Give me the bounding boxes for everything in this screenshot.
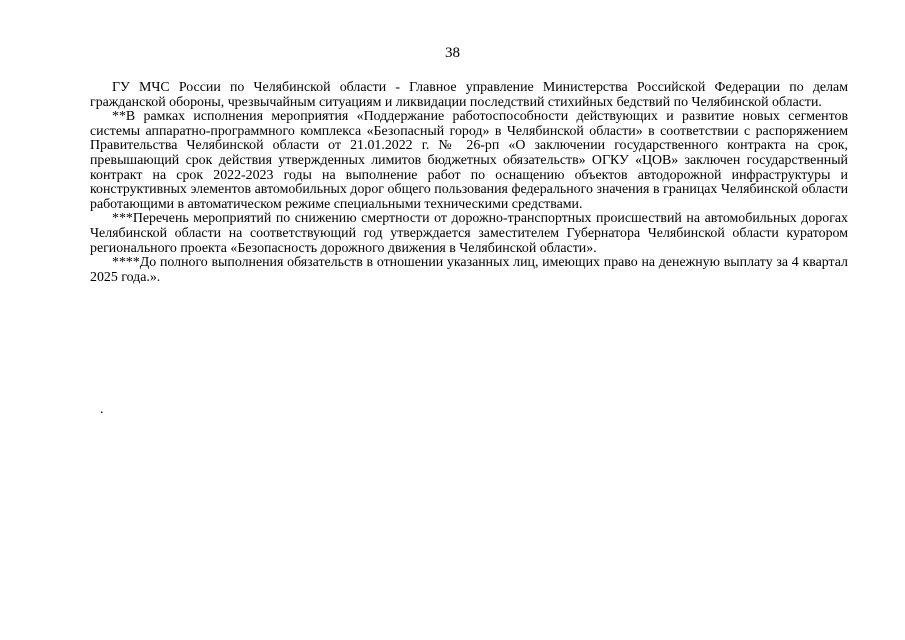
footnote-paragraph-3: ***Перечень мероприятий по снижению смертности от дорожно-транспортных происшествий на автомобильных дорогах Челябинской области на соответствующий год утверждается заместителем Губернатора Челябинской области куратором регионального проекта «Безопасность дорожного движения в Челябинской области».: [90, 211, 848, 256]
footnote-paragraph-4: ****До полного выполнения обязательств в отношении указанных лиц, имеющих право на денежную выплату за 4 квартал 2025 года.».: [90, 255, 848, 285]
footnote-paragraph-2: **В рамках исполнения мероприятия «Поддержание работоспособности действующих и развитие новых сегментов системы аппаратно-программного комплекса «Безопасный город» в Челябинской области» в соответствии с распоряжением Правительства Челябинской области от 21.01.2022 г. № 26-рп «О заключении государственного контракта на срок, превышающий срок действия утвержденных лимитов бюджетных обязательств» ОГКУ «ЦОВ» заключен государственный контракт на срок 2022-2023 годы на выполнение работ по оснащению объектов автодорожной инфраструктуры и конструктивных элементов автомобильных дорог общего пользования федерального значения в границах Челябинской области работающими в автоматическом режиме специальными техническими средствами.: [90, 109, 848, 212]
footnote-paragraph-1: ГУ МЧС России по Челябинской области - Главное управление Министерства Российской Федерации по делам гражданской обороны, чрезвычайным ситуациям и ликвидации последствий стихийных бедствий по Челябинской области.: [90, 80, 848, 110]
page-number: 38: [445, 45, 460, 61]
stray-dot-mark: .: [100, 402, 104, 417]
footnotes-block: [90, 81, 848, 285]
